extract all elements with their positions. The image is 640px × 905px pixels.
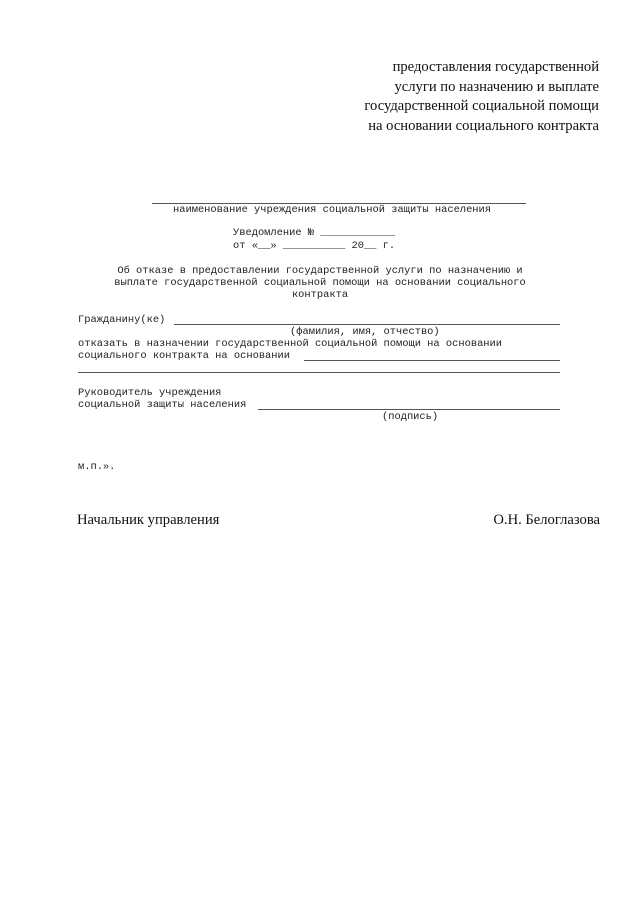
header-line: государственной социальной помощи bbox=[364, 98, 599, 114]
refuse-line: социального контракта на основании bbox=[78, 350, 291, 362]
basis-underline-2 bbox=[78, 372, 560, 373]
header-line: на основании социального контракта bbox=[368, 117, 599, 134]
notice-number: Уведомление № ____________ bbox=[233, 227, 396, 239]
signer-position: Начальник управления bbox=[77, 512, 220, 528]
signature-caption: (подпись) bbox=[382, 411, 439, 423]
subject-line: контракта bbox=[291, 289, 349, 301]
notice-date: от «__» __________ 20__ г. bbox=[233, 240, 396, 252]
signer-name: О.Н. Белоглазова bbox=[493, 512, 600, 528]
subject-line: Об отказе в предоставлении государственной услуги по назначению и bbox=[117, 265, 523, 277]
subject-line: выплате государственной социальной помощи на основании социального bbox=[114, 277, 526, 289]
head-title: Руководитель учреждения bbox=[78, 387, 222, 399]
header-block bbox=[299, 58, 599, 136]
signature-underline bbox=[258, 409, 560, 410]
refuse-line: отказать в назначении государственной социальной помощи на основании bbox=[78, 338, 503, 350]
header-line: услуги по назначению и выплате bbox=[394, 78, 599, 95]
basis-underline bbox=[304, 360, 560, 361]
citizen-underline bbox=[174, 324, 560, 325]
header-line: предоставления государственной bbox=[392, 59, 599, 75]
head-title: социальной защиты населения bbox=[78, 399, 247, 411]
citizen-caption: (фамилия, имя, отчество) bbox=[290, 326, 440, 338]
institution-caption: наименование учреждения социальной защиты населения bbox=[173, 204, 492, 216]
citizen-label: Гражданину(ке) bbox=[78, 314, 166, 326]
stamp-mark: м.п.». bbox=[78, 461, 116, 473]
